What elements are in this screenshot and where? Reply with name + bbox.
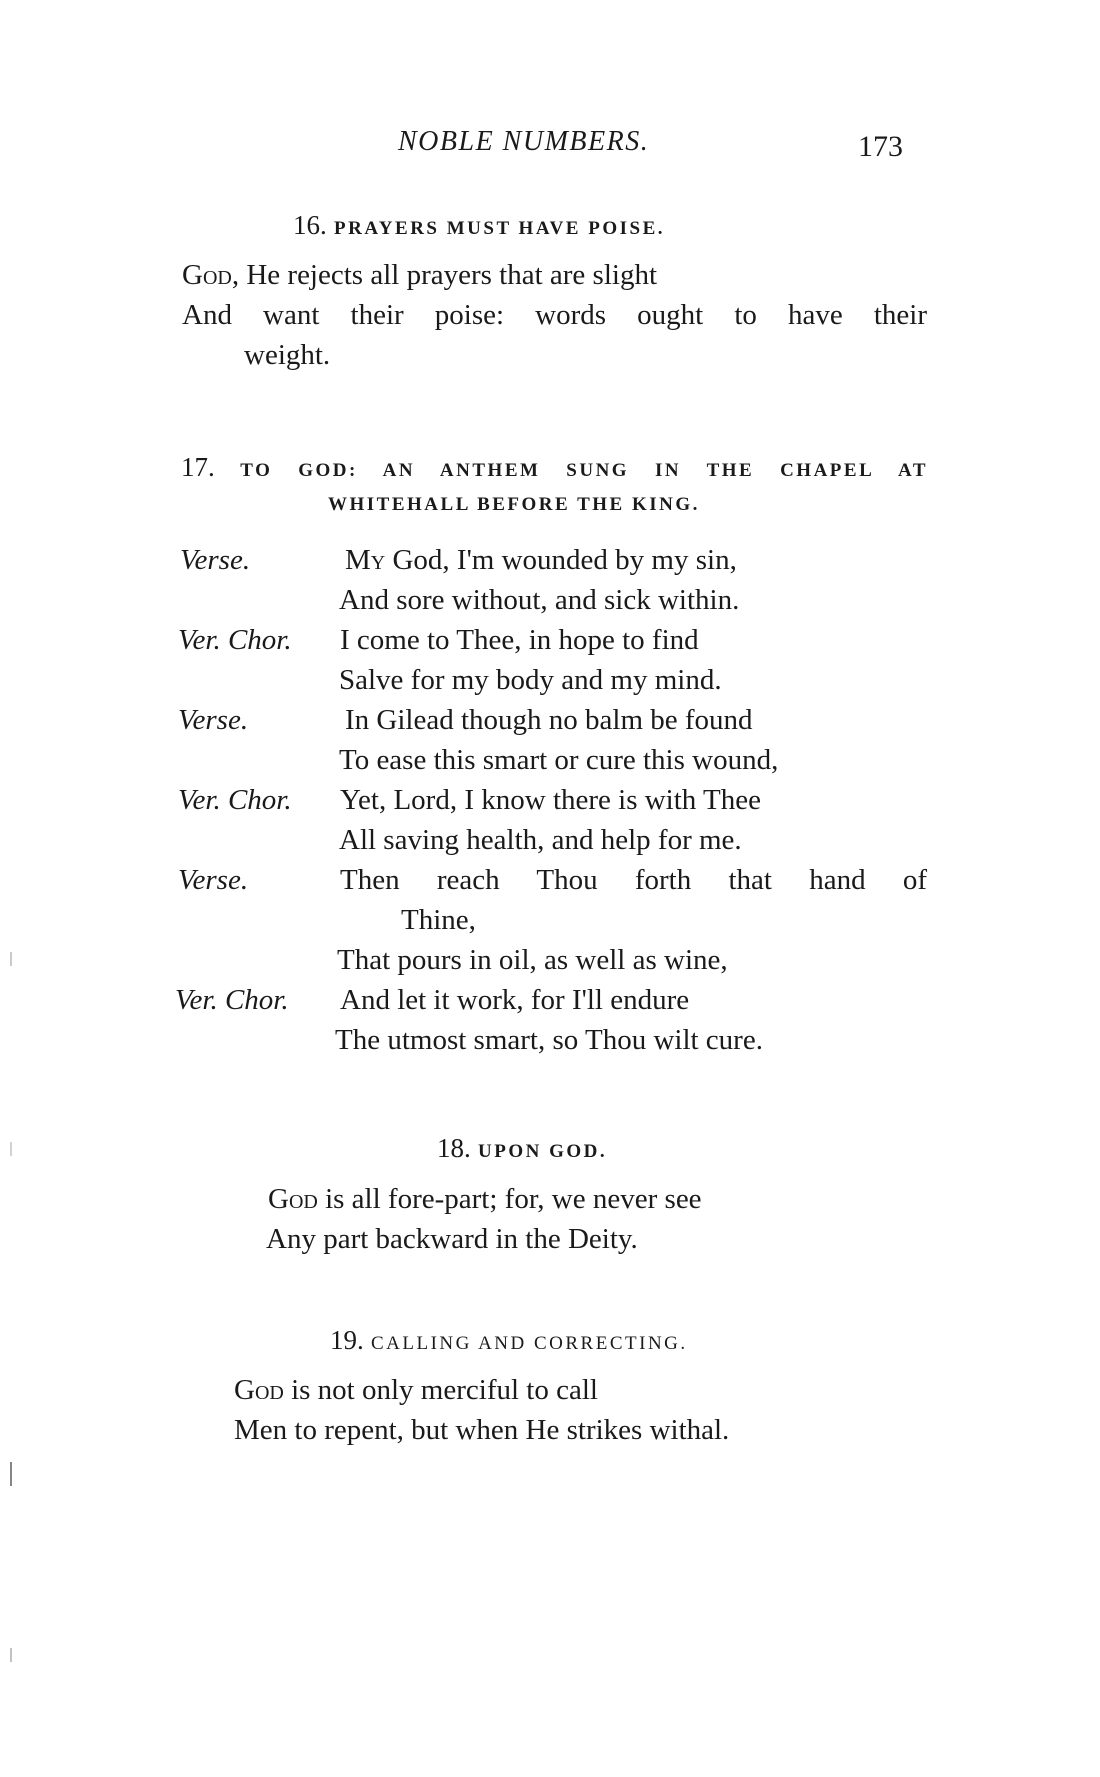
- poem-16-line-1-lead: God,: [182, 259, 240, 291]
- poem-17-label-7: Ver. Chor.: [178, 784, 292, 816]
- poem-19-number: 19.: [330, 1325, 364, 1355]
- poem-17-title-text-1: TO GOD: AN ANTHEM SUNG IN THE CHAPEL AT: [240, 460, 928, 481]
- poem-17-line-6: To ease this smart or cure this wound,: [339, 744, 779, 776]
- poem-17-line-8: All saving health, and help for me.: [339, 824, 742, 856]
- running-head: NOBLE NUMBERS.: [398, 126, 650, 157]
- poem-17-line-5: In Gilead though no balm be found: [345, 704, 753, 736]
- poem-16-line-1-rest: He rejects all prayers that are slight: [239, 259, 658, 291]
- poem-18-line-1: [268, 1183, 702, 1216]
- scan-mark: [10, 1462, 12, 1486]
- poem-17-label-1: Verse.: [180, 544, 251, 576]
- poem-18-line-1-lead: God: [268, 1183, 318, 1215]
- scan-mark: [10, 1142, 12, 1156]
- scan-mark: [10, 1648, 12, 1662]
- poem-17-label-3: Ver. Chor.: [178, 624, 292, 656]
- poem-18-number: 18.: [437, 1133, 471, 1163]
- poem-17-title-line-2: WHITEHALL BEFORE THE KING.: [328, 494, 700, 515]
- poem-18-line-2: Any part backward in the Deity.: [266, 1223, 638, 1255]
- poem-19-line-2: Men to repent, but when He strikes withal.: [234, 1414, 730, 1446]
- poem-17-line-13: The utmost smart, so Thou wilt cure.: [335, 1024, 763, 1056]
- poem-17-line-9: Then reach Thou forth that hand of: [340, 864, 927, 896]
- poem-17-label-5: Verse.: [178, 704, 249, 736]
- poem-19-title: [330, 1325, 688, 1356]
- poem-18-line-1-rest: is all fore-part; for, we never see: [317, 1183, 702, 1215]
- poem-19-line-1: [234, 1374, 598, 1407]
- poem-19-line-1-rest: is not only merciful to call: [283, 1374, 598, 1406]
- poem-18-title: [437, 1133, 607, 1164]
- poem-17-line-11: That pours in oil, as well as wine,: [337, 944, 728, 976]
- poem-17-line-2: And sore without, and sick within.: [339, 584, 740, 616]
- poem-17-line-4: Salve for my body and my mind.: [339, 664, 722, 696]
- poem-17-label-12: Ver. Chor.: [175, 984, 289, 1016]
- poem-17-line-3: I come to Thee, in hope to find: [340, 624, 699, 656]
- poem-16-line-1: [182, 259, 657, 292]
- poem-16-line-3: weight.: [244, 339, 331, 371]
- poem-17-line-1: [345, 544, 737, 577]
- poem-19-line-1-lead: God: [234, 1374, 284, 1406]
- poem-17-line-7: Yet, Lord, I know there is with Thee: [340, 784, 761, 816]
- poem-17-line-10: Thine,: [401, 904, 476, 936]
- poem-17-line-1-lead: My: [345, 544, 386, 576]
- poem-16-line-2: And want their poise: words ought to have their: [182, 299, 927, 331]
- scan-mark: [10, 952, 12, 966]
- poem-16-number: 16.: [293, 210, 327, 240]
- poem-17-line-1-rest: God, I'm wounded by my sin,: [385, 544, 737, 576]
- poem-17-label-9: Verse.: [178, 864, 249, 896]
- poem-17-title-line-1: [181, 452, 928, 483]
- poem-16-title-text: PRAYERS MUST HAVE POISE.: [334, 218, 666, 239]
- poem-16-title: [293, 210, 665, 241]
- poem-17-number: 17.: [181, 452, 215, 482]
- poem-19-title-text: CALLING AND CORRECTING.: [371, 1333, 688, 1354]
- poem-17-line-12: And let it work, for I'll endure: [340, 984, 690, 1016]
- page-number: 173: [858, 130, 903, 163]
- poem-18-title-text: UPON GOD.: [478, 1141, 608, 1162]
